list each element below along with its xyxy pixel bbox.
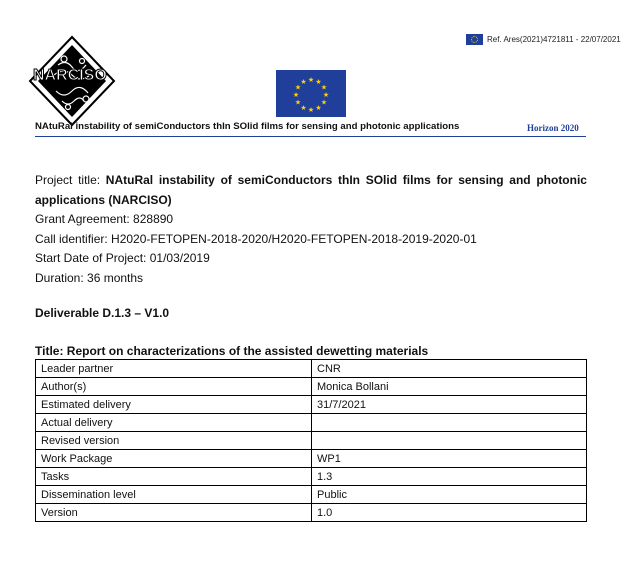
table-value bbox=[312, 432, 587, 450]
table-key: Author(s) bbox=[36, 378, 312, 396]
logo-wordmark: NARCISO bbox=[33, 67, 107, 84]
table-row bbox=[36, 414, 587, 432]
table-row bbox=[36, 504, 587, 522]
eu-flag-icon bbox=[276, 70, 346, 117]
table-key: Leader partner bbox=[36, 360, 312, 378]
table-value: Public bbox=[312, 486, 587, 504]
table-value: 1.0 bbox=[312, 504, 587, 522]
eu-star-icon: ★ bbox=[294, 84, 302, 92]
reference-text: Ref. Ares(2021)4721811 - 22/07/2021 bbox=[487, 35, 621, 44]
table-row bbox=[36, 378, 587, 396]
table-value: Monica Bollani bbox=[312, 378, 587, 396]
eu-star-icon: ★ bbox=[307, 77, 315, 84]
table-key: Actual delivery bbox=[36, 414, 312, 432]
table-key: Revised version bbox=[36, 432, 312, 450]
deliverable-id: Deliverable D.1.3 – V1.0 bbox=[35, 306, 170, 320]
eu-star-icon: ★ bbox=[294, 99, 302, 107]
table-row bbox=[36, 486, 587, 504]
table-value bbox=[312, 414, 587, 432]
eu-star-icon: ★ bbox=[300, 104, 307, 112]
table-key: Estimated delivery bbox=[36, 396, 312, 414]
table-value: WP1 bbox=[312, 450, 587, 468]
table-key: Version bbox=[36, 504, 312, 522]
table-row bbox=[36, 396, 587, 414]
eu-star-icon: ★ bbox=[307, 107, 315, 114]
table-row bbox=[36, 432, 587, 450]
table-key: Work Package bbox=[36, 450, 312, 468]
table-row bbox=[36, 468, 587, 486]
program-label: Horizon 2020 bbox=[527, 123, 579, 133]
table-value: 1.3 bbox=[312, 468, 587, 486]
table-value: 31/7/2021 bbox=[312, 396, 587, 414]
table-value: CNR bbox=[312, 360, 587, 378]
report-title: Title: Report on characterizations of the assisted dewetting materials bbox=[35, 344, 429, 358]
eu-star-icon: ★ bbox=[320, 84, 328, 92]
deliverable-table bbox=[35, 359, 587, 522]
eu-star-icon: ★ bbox=[315, 104, 322, 112]
eu-star-icon: ★ bbox=[315, 79, 322, 87]
grant-agreement: Grant Agreement: 828890 bbox=[35, 212, 174, 226]
eu-flag-small-icon bbox=[466, 34, 483, 45]
project-title: Project title: NAtuRal instability of semiConductors thIn SOlid films for sensing and photonic applications (NARCISO) bbox=[35, 173, 587, 207]
project-info bbox=[35, 171, 587, 288]
header-project-name: NAtuRal instability of semiConductors thIn SOlid films for sensing and photonic applications bbox=[35, 121, 460, 132]
table-row bbox=[36, 360, 587, 378]
eu-star-icon: ★ bbox=[320, 99, 328, 107]
table-row bbox=[36, 450, 587, 468]
call-identifier: Call identifier: H2020-FETOPEN-2018-2020/H2020-FETOPEN-2018-2019-2020-01 bbox=[35, 231, 477, 246]
table-key: Tasks bbox=[36, 468, 312, 486]
reference-stamp bbox=[466, 34, 621, 45]
start-date: Start Date of Project: 01/03/2019 bbox=[35, 251, 210, 265]
header-rule bbox=[35, 136, 586, 137]
eu-star-icon: ★ bbox=[322, 92, 330, 99]
eu-star-icon: ★ bbox=[292, 92, 300, 99]
duration: Duration: 36 months bbox=[35, 270, 144, 285]
table-key: Dissemination level bbox=[36, 486, 312, 504]
eu-star-icon: ★ bbox=[300, 79, 307, 87]
